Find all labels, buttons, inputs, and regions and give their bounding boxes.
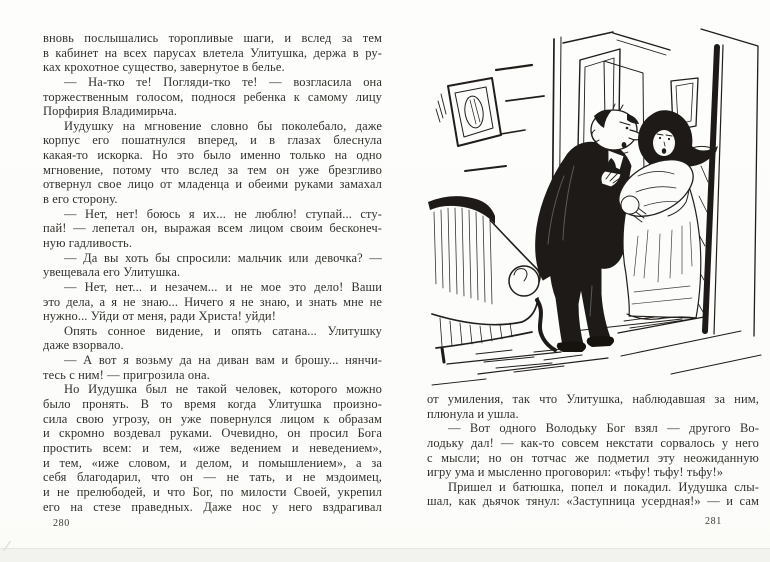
text-line: было пронять. В то время когда Улитушка произно-	[43, 397, 382, 412]
text-line: — Нет, нет... и незачем... и не мое это дело! Ваши	[64, 279, 382, 294]
text-line: — Да вы хоть бы спросили: мальчик или девочка? —	[64, 250, 382, 265]
text-line: лодьку дал! — как-то совсем некстати сорвалось у него	[427, 435, 759, 450]
text-line: себя благодарил, что он — не тать, и не мздоимец,	[43, 470, 382, 485]
text-line: ках крохотное существо, завернутое в белье.	[43, 60, 285, 75]
text-line: корпус его пошатнулся вперед, и в глазах блеснула	[43, 133, 382, 148]
text-line: это дела, а я не знаю... Ничего я не знаю, и знать мне не	[43, 294, 382, 309]
text-line: игру ума и мысленно проговорил: «тьфу! тьфу! тьфу!»	[427, 465, 724, 480]
text-line: — На-тко те! Погляди-тко те! — возгласила она	[64, 74, 382, 89]
page-number-left: 280	[53, 518, 70, 529]
text-line: Но Иудушка был не такой человек, которого можно	[64, 382, 382, 397]
text-line: шал, как дьячок тянул: «Заступница усердная!» — и сам	[427, 494, 759, 509]
text-line: от умиления, так что Улитушка, наблюдавшая за ним,	[427, 392, 759, 406]
text-line: — Нет, нет! боюсь я их... не люблю! ступай... сту-	[64, 206, 382, 221]
text-line: отвернул свое лицо от младенца и обеими руками замахал	[43, 177, 382, 192]
text-line: нужно... Уйди от меня, ради Христа! уйди!	[43, 309, 276, 324]
book-bottom-edge	[0, 548, 770, 562]
text-line: даже взорвало.	[43, 338, 124, 353]
text-line: Опять сонное видение, и опять сатана... Улитушку	[64, 323, 382, 338]
text-line: ную гадливость.	[43, 235, 133, 250]
text-line: и скромно воздевал руками. Очевидно, он просил Бога	[43, 426, 382, 441]
text-line: вновь послышались торопливые шаги, и вслед за тем	[43, 31, 382, 45]
text-line: какая-то искорка. Но это было именно только на одно	[43, 148, 382, 163]
text-line: Пришел и батюшка, попел и покадил. Иудушка слы-	[448, 479, 759, 494]
text-line: в кабинет на всех парусах влетела Улитушка, держа в ру-	[43, 45, 382, 60]
text-line: — А вот я возьму да на диван вам и брошу... нянчи-	[64, 353, 382, 368]
text-line: простить всем: и тем, «иже ведением и неведением»,	[43, 440, 382, 455]
text-line: его на стезе праведных. Даже нос у него вздрагивал	[43, 499, 382, 514]
sofa	[428, 196, 555, 362]
text-line: тесь с ним! — пригрозила она.	[43, 367, 210, 382]
text-line: пай! — лепетал он, выражая всем лицом своим бесконеч-	[43, 221, 382, 236]
text-line: торжественным голосом, поднося ребенка к самому лицу	[43, 89, 382, 104]
picture-frame	[436, 78, 501, 146]
text-line: и не прелюбодей, и что Бог, по милости Своей, укрепил	[43, 484, 382, 499]
text-line: Иудушку на мгновение словно бы поколебало, даже	[64, 118, 382, 133]
text-line: в его сторону.	[43, 192, 118, 207]
left-page-text	[43, 31, 382, 514]
text-line: — Вот одного Володьку Бог взял — другого Во-	[448, 421, 759, 436]
right-page-text	[427, 392, 759, 509]
illustration-ulitushka-and-iudushka	[424, 16, 764, 388]
text-line: Порфирия Владимирьча.	[43, 104, 177, 119]
page-number-right: 281	[705, 516, 722, 527]
text-line: увещевала его Улитушка.	[43, 265, 181, 280]
text-line: с мысли; но он тотчас же подметил эту неожиданную	[427, 450, 759, 465]
text-line: сила свою угрозу, он уже повернулся лицом к образам	[43, 411, 382, 426]
text-line: мгновение, потому что вслед за тем он уже брезгливо	[43, 162, 382, 177]
text-line: плюнула и ушла.	[427, 406, 519, 421]
text-line: и тем, «иже словом, и делом, и помышлением», а за	[43, 455, 382, 470]
